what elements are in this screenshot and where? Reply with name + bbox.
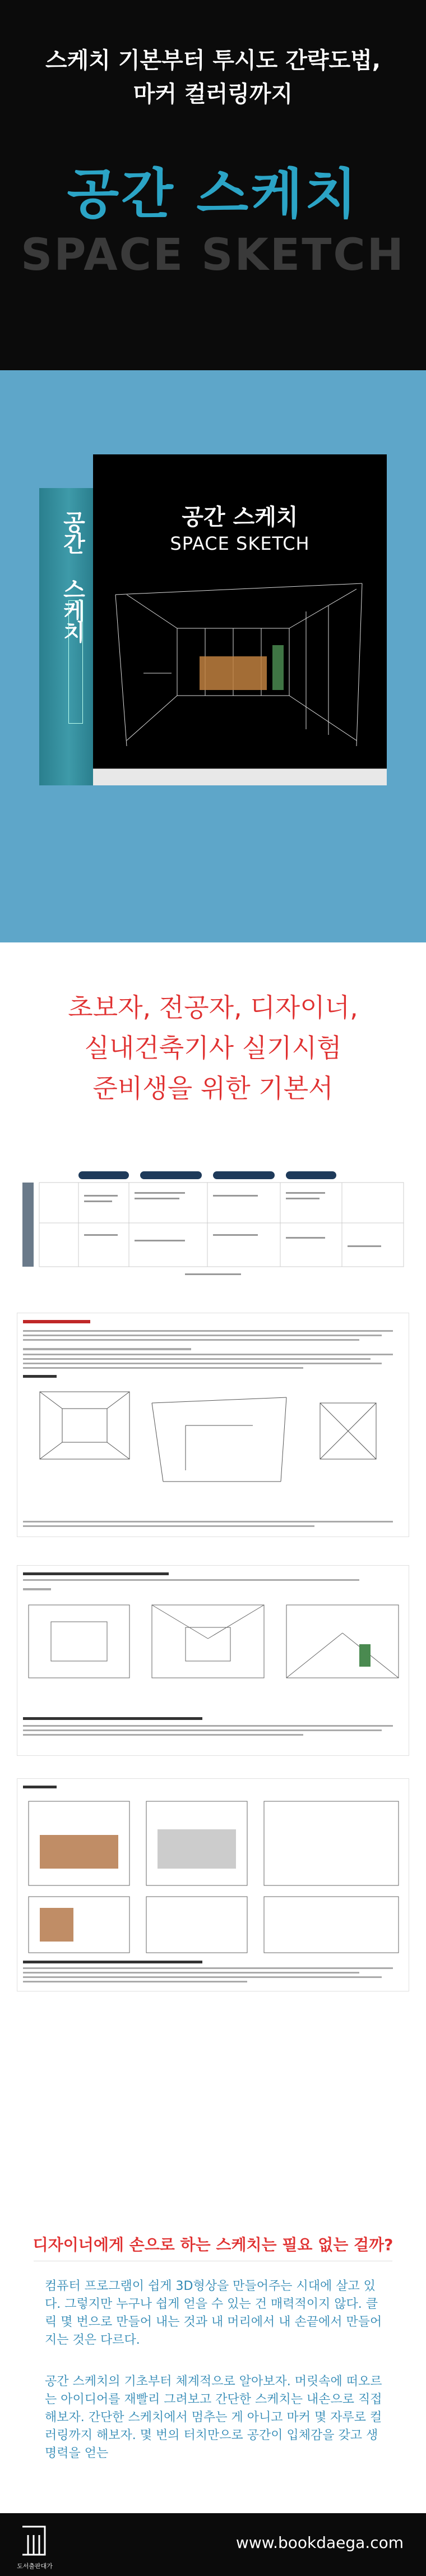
closing-title: 디자이너에게 손으로 하는 스케치는 필요 없는 걸까? <box>33 2235 393 2254</box>
book-cover-image <box>39 454 387 785</box>
hero-subtitle-line1: 스케치 기본부터 투시도 간략도법, <box>45 48 381 73</box>
interior-sketch-illustration <box>93 561 387 769</box>
closing-paragraph-2: 공간 스케치의 기초부터 체계적으로 알아보자. 머릿속에 떠오르는 아이디어를 재빨리 그려보고 간단한 스케치는 내손으로 직접 해보자. 간단한 스케치에서 멈추는 게 아니고 마커 몇 자루로 컬러링까지 해보자. 몇 번의 터치만으로 공간이 입체감을 갖고 생명력을 얻는 <box>45 2375 382 2460</box>
front-title-en: SPACE SKETCH <box>170 533 310 554</box>
hero-banner <box>0 0 426 370</box>
cover-section <box>0 370 426 942</box>
publisher-logo <box>17 2521 50 2566</box>
sample-page-2-image <box>17 1566 410 1756</box>
publisher-website-link[interactable]: www.bookdaega.com <box>235 2533 404 2552</box>
sample-page-3 <box>17 1778 409 1991</box>
publisher-name: 도서출판대가 <box>17 2563 53 2570</box>
front-title: 공간 스케치 <box>182 504 298 530</box>
book-page-edges <box>93 769 387 785</box>
sample-page-1-image <box>17 1313 410 1538</box>
sample-page-2 <box>17 1565 409 1756</box>
headline-line2: 실내건축기사 실기시험 <box>84 1033 342 1063</box>
footer <box>0 2513 426 2576</box>
sample-page-3-image <box>17 1779 410 1992</box>
hero-subtitle-line2: 마커 컬러링까지 <box>133 81 293 107</box>
sketch-plant <box>272 645 284 690</box>
book-front <box>93 454 387 769</box>
headline-line1: 초보자, 전공자, 디자이너, <box>68 992 358 1023</box>
hero-title: 공간 스케치 <box>67 163 359 226</box>
spine-subtitle-box <box>68 600 83 724</box>
hero-subtitle <box>34 44 392 111</box>
sketch-furniture <box>200 656 267 690</box>
target-readers-headline <box>34 987 392 1108</box>
book-spine <box>39 488 93 785</box>
spine-title: 공간 스케치 <box>59 510 85 642</box>
curriculum-table-image <box>17 1167 409 1279</box>
sample-page-1 <box>17 1313 409 1537</box>
closing-paragraph-1: 컴퓨터 프로그램이 쉽게 3D형상을 만들어주는 시대에 살고 있다. 그렇지만 누구나 쉽게 얻을 수 있는 건 매력적이지 않다. 클릭 몇 번으로 만들어 내는 것과 내 머리에서 내 손끝에서 만들어지는 것은 다르다. <box>45 2279 382 2347</box>
headline-line3: 준비생을 위한 기본서 <box>92 1073 334 1103</box>
hero-title-en: SPACE SKETCH <box>21 230 405 280</box>
